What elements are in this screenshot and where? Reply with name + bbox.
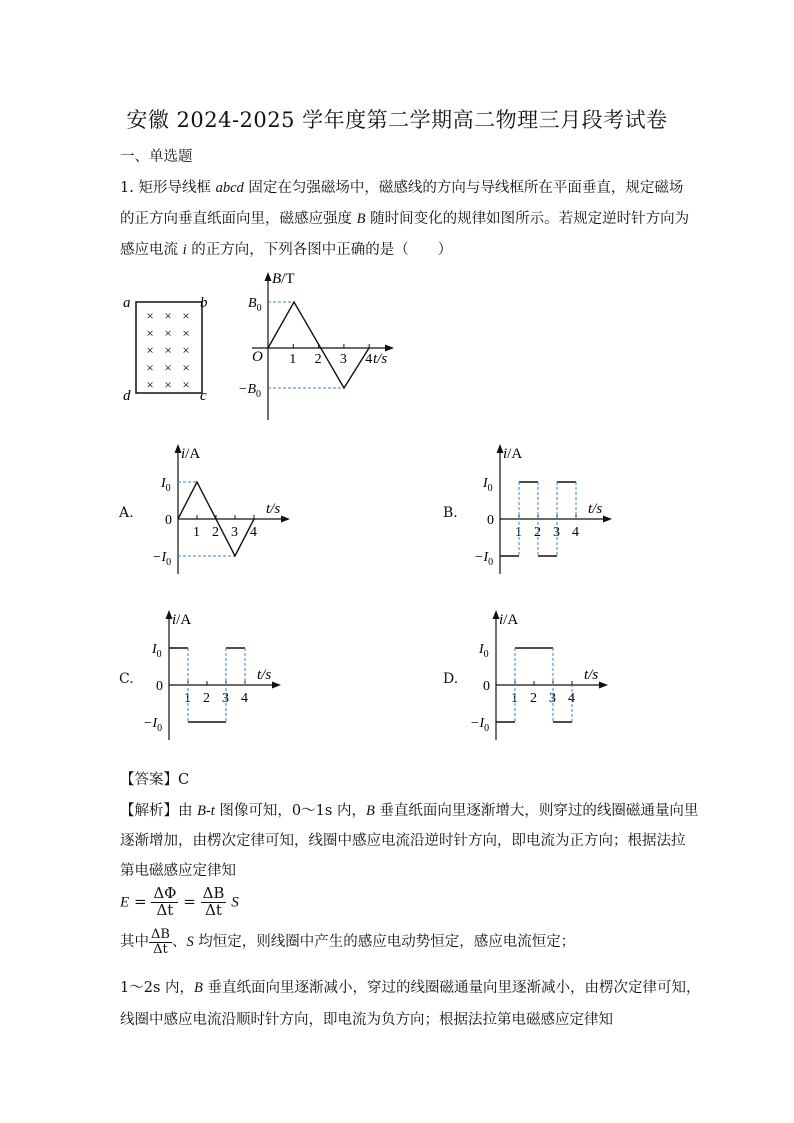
analysis-var: B — [194, 980, 203, 996]
i0-label-main: I — [152, 642, 157, 657]
eq-equals: = — [183, 892, 196, 911]
x-axis-label: t/s — [584, 667, 599, 683]
corner-c-label: c — [200, 388, 207, 404]
neg-i0-label-sub: 0 — [166, 557, 172, 568]
option-b-label[interactable]: B. — [443, 505, 458, 521]
x-tick-label: 4 — [241, 691, 248, 706]
neg-i0-label — [470, 716, 489, 734]
question-text: 的正方向，下列各图中正确的是（ ） — [186, 242, 453, 258]
x-arrow-icon — [599, 682, 608, 689]
cross-mark: × — [164, 359, 172, 375]
option-c-label[interactable]: C. — [119, 671, 134, 687]
option-c-graph[interactable] — [141, 606, 291, 746]
answer-text: 【答案】C — [120, 772, 190, 788]
corner-d-label: d — [123, 388, 131, 404]
x-tick-label: 1 — [193, 525, 200, 540]
y-axis-unit: /T — [281, 271, 295, 287]
analysis-line-2: 逐渐增加，由楞次定律可知，线圈中感应电流沿逆时针方向，即电流为正方向；根据法拉 — [120, 833, 686, 849]
x-arrow-icon — [603, 516, 612, 523]
y-axis-unit: /A — [503, 612, 519, 628]
corner-a-label: a — [123, 295, 131, 311]
analysis-text: 图像可知，0～1s 内， — [214, 803, 366, 819]
x-tick-label: 4 — [365, 352, 373, 367]
x-tick-label: 2 — [203, 691, 210, 706]
neg-i0-label-main: −I — [470, 716, 485, 731]
x-axis-label: t/s — [373, 351, 388, 367]
analysis-line-7: 线圈中感应电流沿顺时针方向，即电流为负方向；根据法拉第电磁感应定律知 — [120, 1012, 613, 1028]
analysis-text: 垂直纸面向里逐渐增大，则穿过的线圈磁通量向里 — [374, 803, 699, 819]
cross-mark: × — [146, 377, 154, 393]
y-arrow-icon — [265, 272, 272, 281]
question-text: 随时间变化的规律如图所示。若规定逆时针方向为 — [365, 211, 690, 227]
question-text: 1. 矩形导线框 — [120, 180, 216, 196]
i0-label-sub: 0 — [156, 649, 162, 660]
y-axis-label — [181, 446, 200, 462]
x-tick-label: 2 — [314, 352, 322, 367]
wire-frame-figure — [118, 290, 218, 405]
x-tick-label: 3 — [549, 691, 556, 706]
neg-i0-label-sub: 0 — [488, 557, 494, 568]
i0-label-main: I — [479, 642, 484, 657]
b-t-graph — [238, 268, 408, 423]
question-var: abcd — [215, 180, 244, 196]
eq-e: E — [120, 894, 130, 911]
neg-i0-label — [474, 550, 493, 568]
i0-label-sub: 0 — [165, 483, 171, 494]
cross-mark: × — [146, 342, 154, 358]
question-text: 的正方向垂直纸面向里，磁感应强度 — [120, 211, 357, 227]
analysis-text: 均恒定，则线圈中产生的感应电动势恒定，感应电流恒定； — [193, 934, 576, 951]
analysis-line-1 — [120, 799, 698, 820]
b0-label-main: B — [248, 296, 257, 311]
inline-fraction-num: ΔB — [151, 927, 170, 942]
x-tick-label: 1 — [184, 691, 191, 706]
x-tick-label: 2 — [534, 525, 541, 540]
origin-label: O — [252, 349, 263, 365]
question-line-3 — [120, 238, 452, 259]
x-tick-label: 2 — [530, 691, 537, 706]
b-t-curve — [268, 302, 369, 388]
i0-label — [151, 642, 162, 660]
page-title: 安徽 2024-2025 学年度第二学期高二物理三月段考试卷 — [126, 108, 668, 132]
analysis-text: 由 — [178, 803, 198, 819]
analysis-var: B-t — [197, 803, 215, 819]
section-heading: 一、单选题 — [120, 149, 193, 165]
analysis-var: B — [365, 803, 375, 819]
analysis-text: 、 — [171, 934, 187, 951]
eq-fraction-b — [201, 886, 227, 919]
x-tick-label: 3 — [553, 525, 560, 540]
faraday-equation — [120, 886, 239, 919]
y-axis-label — [499, 612, 518, 628]
i0-label-sub: 0 — [487, 483, 493, 494]
i0-label-main: I — [161, 476, 166, 491]
analysis-tag: 【解析】 — [120, 803, 178, 819]
eq-equals: = — [133, 892, 147, 911]
x-axis-label: t/s — [257, 667, 272, 683]
analysis-text: 其中 — [120, 934, 149, 951]
x-axis-label: t/s — [266, 501, 281, 517]
analysis-text: 1～2s 内， — [120, 980, 195, 996]
y-axis-unit: /A — [185, 446, 201, 462]
analysis-var: S — [186, 934, 194, 951]
analysis-line-5 — [120, 928, 575, 956]
neg-b0-label-main: −B — [238, 382, 256, 397]
corner-b-label: b — [200, 295, 208, 311]
y-axis-var: i — [172, 612, 177, 628]
y-axis-label — [272, 271, 295, 287]
x-axis-label: t/s — [588, 501, 603, 517]
option-d-graph[interactable] — [468, 606, 618, 746]
neg-i0-label — [143, 716, 162, 734]
neg-i0-label-sub: 0 — [157, 723, 163, 734]
x-tick-label: 4 — [572, 525, 579, 540]
x-tick-label: 3 — [222, 691, 229, 706]
i0-label — [482, 476, 493, 494]
question-text: 固定在匀强磁场中，磁感线的方向与导线框所在平面垂直，规定磁场 — [243, 180, 684, 196]
x-tick-label: 2 — [212, 525, 219, 540]
eq-s: S — [231, 894, 239, 911]
analysis-line-6 — [120, 976, 700, 997]
inline-fraction — [149, 928, 172, 956]
question-text: 感应电流 — [120, 242, 183, 258]
cross-mark: × — [164, 325, 172, 341]
x-tick-label: 3 — [231, 525, 238, 540]
y-axis-unit: /A — [176, 612, 192, 628]
question-line-1 — [120, 176, 683, 197]
y-axis-var: i — [503, 446, 508, 462]
zero-label: 0 — [487, 513, 494, 528]
question-line-2 — [120, 207, 689, 228]
cross-mark: × — [146, 325, 154, 341]
cross-mark: × — [146, 308, 154, 323]
neg-i0-label-sub: 0 — [484, 723, 490, 734]
cross-mark: × — [164, 342, 172, 358]
x-tick-label: 4 — [250, 525, 257, 540]
zero-label: 0 — [156, 679, 163, 694]
y-axis-var: B — [272, 271, 282, 287]
x-tick-label: 1 — [515, 525, 522, 540]
eq-fraction-den: Δt — [156, 900, 174, 919]
analysis-line-3: 第电磁感应定律知 — [120, 863, 236, 879]
eq-fraction-den: Δt — [205, 900, 222, 919]
neg-b0-label — [238, 382, 261, 400]
x-arrow-icon — [281, 516, 290, 523]
b0-label-sub: 0 — [256, 303, 262, 314]
eq-fraction-num: ΔΦ — [153, 884, 177, 902]
y-axis-var: i — [499, 612, 504, 628]
i0-label — [478, 642, 489, 660]
b0-label — [248, 296, 262, 314]
cross-mark: × — [182, 308, 190, 323]
y-axis-label — [503, 446, 522, 462]
cross-mark: × — [182, 325, 190, 341]
option-a-label[interactable]: A. — [119, 505, 134, 521]
question-var: B — [356, 211, 366, 227]
magnetic-field-crosses — [146, 308, 189, 392]
i0-label-main: I — [483, 476, 488, 491]
inline-fraction-den: Δt — [153, 941, 168, 957]
eq-fraction-phi — [151, 886, 178, 919]
cross-mark: × — [182, 342, 190, 358]
zero-label: 0 — [483, 679, 490, 694]
neg-i0-label-main: −I — [143, 716, 158, 731]
y-axis-unit: /A — [507, 446, 523, 462]
x-tick-label: 3 — [339, 352, 347, 367]
y-axis-label — [172, 612, 191, 628]
y-axis-var: i — [181, 446, 186, 462]
neg-b0-label-sub: 0 — [256, 389, 261, 400]
cross-mark: × — [182, 359, 190, 375]
x-tick-label: 4 — [568, 691, 575, 706]
analysis-text: 垂直纸面向里逐渐减小，穿过的线圈磁通量向里逐渐减小，由楞次定律可知， — [202, 980, 701, 996]
neg-i0-label-main: −I — [474, 550, 489, 565]
i0-label — [160, 476, 171, 494]
cross-mark: × — [146, 359, 154, 375]
neg-i0-label — [152, 550, 171, 568]
neg-i0-label-main: −I — [152, 550, 167, 565]
x-tick-label: 1 — [289, 352, 297, 367]
option-d-label[interactable]: D. — [443, 671, 459, 687]
cross-mark: × — [164, 377, 172, 393]
option-a-graph[interactable] — [150, 440, 300, 580]
cross-mark: × — [164, 308, 172, 323]
zero-label: 0 — [165, 513, 172, 528]
cross-mark: × — [182, 377, 190, 393]
i0-label-sub: 0 — [483, 649, 489, 660]
eq-fraction-num: ΔB — [202, 884, 225, 902]
option-b-graph[interactable] — [472, 440, 622, 580]
x-arrow-icon — [272, 682, 281, 689]
x-tick-label: 1 — [511, 691, 518, 706]
question-var: i — [182, 242, 187, 258]
